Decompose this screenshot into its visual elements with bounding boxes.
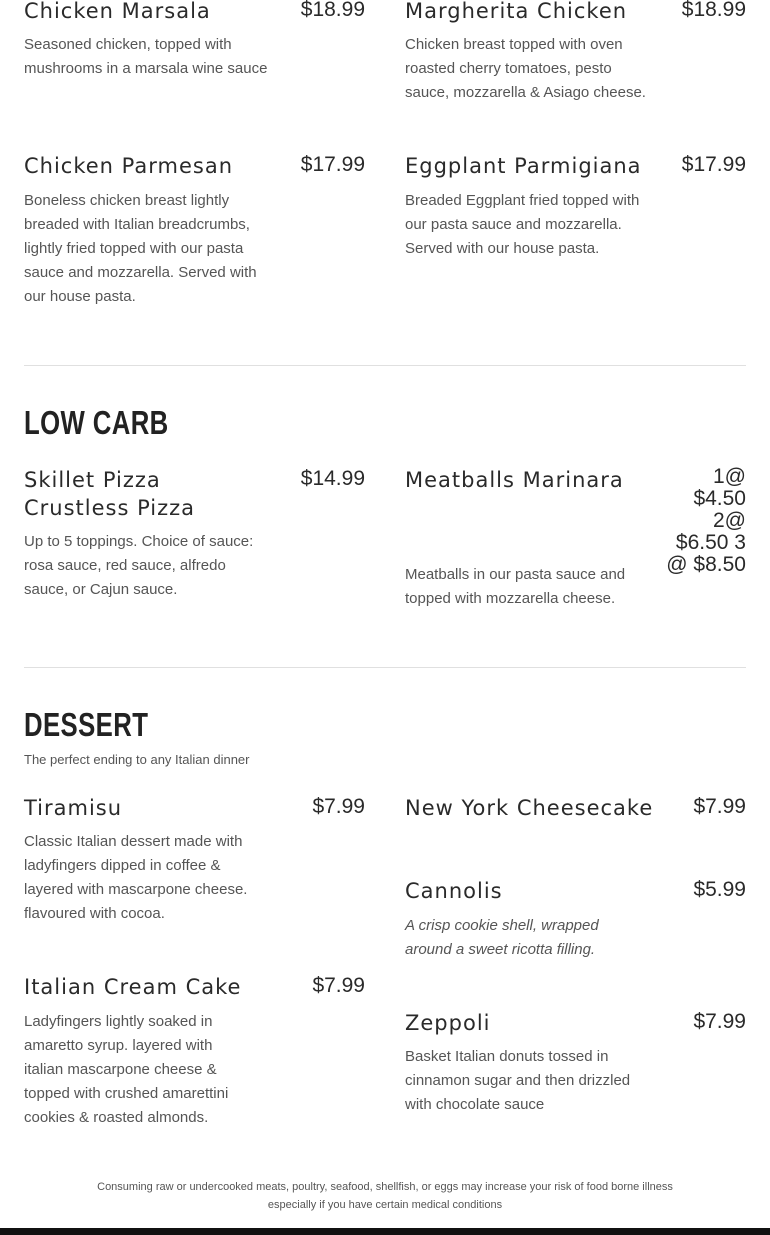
menu-item-tiramisu xyxy=(24,794,365,934)
item-description: Boneless chicken breast lightly breaded with Italian breadcrumbs, lightly fried topped with our pasta sauce and mozzarella. Served with our house pasta. xyxy=(24,192,257,305)
item-name-line1: Skillet Pizza xyxy=(24,468,161,492)
item-price: $7.99 xyxy=(312,795,365,818)
menu-item-margherita-chicken xyxy=(405,0,746,107)
item-price: $7.99 xyxy=(693,1010,746,1033)
section-divider xyxy=(24,667,746,668)
item-description: Basket Italian donuts tossed in cinnamon sugar and then drizzled with chocolate sauce xyxy=(405,1048,631,1113)
item-price: $17.99 xyxy=(300,153,365,176)
item-name: Tiramisu xyxy=(24,796,123,820)
item-name: Eggplant Parmigiana xyxy=(405,154,642,178)
item-name: Chicken Marsala xyxy=(24,0,211,23)
item-description: Breaded Eggplant fried topped with our pasta sauce and mozzarella. Served with our house pasta. xyxy=(405,192,640,257)
item-name: Italian Cream Cake xyxy=(24,975,242,999)
item-price: $5.99 xyxy=(693,878,746,901)
section-title-dessert: DESSERT xyxy=(24,706,149,743)
item-price: $18.99 xyxy=(681,0,746,21)
menu-item-chicken-parmesan xyxy=(24,152,365,312)
item-name: Zeppoli xyxy=(405,1011,491,1035)
menu-item-italian-cream-cake xyxy=(24,973,365,1138)
menu-item-zeppoli xyxy=(405,1009,746,1119)
item-name: New York Cheesecake xyxy=(405,796,654,820)
menu-item-chicken-marsala xyxy=(24,0,365,107)
disclaimer-line-2: especially if you have certain medical conditions xyxy=(267,1199,503,1211)
item-price: $7.99 xyxy=(312,974,365,997)
item-description: Up to 5 toppings. Choice of sauce: rosa sauce, red sauce, alfredo sauce, or Cajun sauce. xyxy=(24,533,254,598)
item-description: A crisp cookie shell, wrapped around a sweet ricotta filling. xyxy=(405,917,599,958)
item-price: $7.99 xyxy=(693,795,746,818)
item-description: Classic Italian dessert made with ladyfingers dipped in coffee & layered with mascarpone cheese. flavoured with cocoa. xyxy=(24,833,248,922)
item-name: Meatballs Marinara xyxy=(405,468,624,492)
item-price: $17.99 xyxy=(681,153,746,176)
item-description: Ladyfingers lightly soaked in amaretto syrup. layered with italian mascarpone cheese & topped with crushed amarettini cookies & roasted almonds. xyxy=(24,1013,229,1126)
item-price: $18.99 xyxy=(300,0,365,21)
allergy-disclaimer xyxy=(0,1178,770,1214)
item-name: Cannolis xyxy=(405,879,503,903)
menu-item-eggplant-parmigiana xyxy=(405,152,746,292)
item-price: $14.99 xyxy=(300,467,365,490)
item-description: Chicken breast topped with oven roasted cherry tomatoes, pesto sauce, mozzarella & Asiago cheese. xyxy=(405,36,646,101)
item-name xyxy=(24,466,195,522)
item-description: Seasoned chicken, topped with mushrooms in a marsala wine sauce xyxy=(24,36,268,77)
section-divider xyxy=(24,365,746,366)
menu-item-cannolis xyxy=(405,877,746,967)
section-title-low-carb: LOW CARB xyxy=(24,404,169,441)
section-subtitle: The perfect ending to any Italian dinner xyxy=(24,752,250,767)
item-price: 1@ $4.50 2@ $6.50 3 @ $8.50 xyxy=(666,465,746,576)
item-name: Margherita Chicken xyxy=(405,0,628,23)
menu-item-new-york-cheesecake xyxy=(405,794,746,834)
disclaimer-line-1: Consuming raw or undercooked meats, poultry, seafood, shellfish, or eggs may increase your risk of food borne illness xyxy=(97,1181,673,1193)
item-name: Chicken Parmesan xyxy=(24,154,234,178)
menu-item-skillet-pizza xyxy=(24,466,365,606)
item-name-line2: Crustless Pizza xyxy=(24,496,196,520)
item-description: Meatballs in our pasta sauce and topped with mozzarella cheese. xyxy=(405,566,626,607)
bottom-bar xyxy=(0,1228,770,1235)
menu-item-meatballs-marinara xyxy=(405,466,746,616)
